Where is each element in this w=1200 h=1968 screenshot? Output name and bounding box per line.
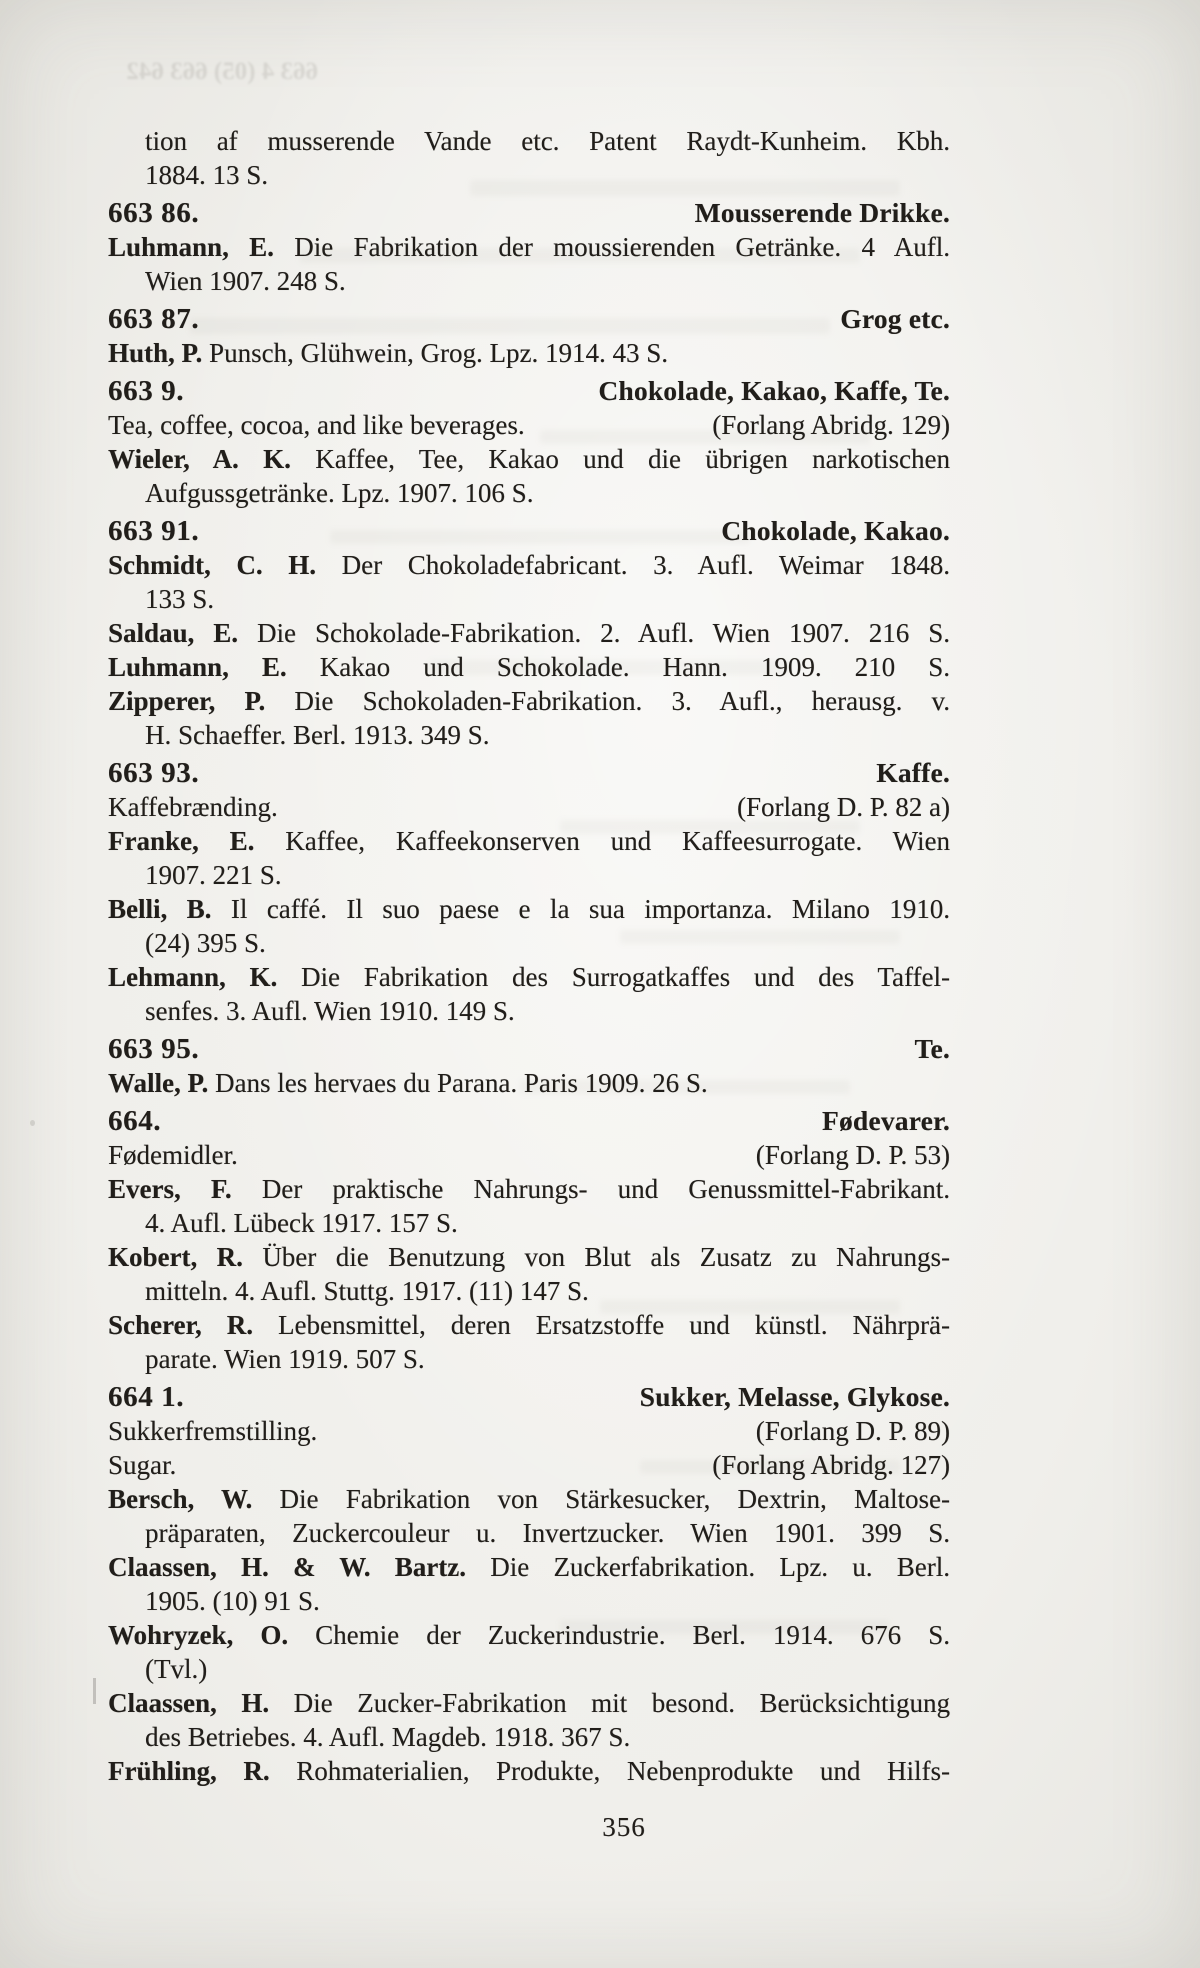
entry-line [108, 892, 950, 926]
entry-text: Die Schokoladen-Fabrikation. 3. Aufl., herausg. v. [294, 686, 951, 716]
entry-continuation-line [108, 718, 950, 752]
entry-text: parate. Wien 1919. 507 S. [145, 1344, 425, 1374]
entry-continuation-line [108, 1274, 950, 1308]
entry-text: Aufgussgetränke. Lpz. 1907. 106 S. [145, 478, 534, 508]
entry-text: Kaffee, Kaffeekonserven und Kaffeesurrogate. Wien [285, 826, 950, 856]
entry-text: 133 S. [145, 584, 215, 614]
entry-text: Die Schokolade-Fabrikation. 2. Aufl. Wien 1907. 216 S. [257, 618, 951, 648]
page-number: 356 [602, 1812, 646, 1842]
entry-text: Dans les hervaes du Parana. Paris 1909. 26 S. [215, 1068, 708, 1098]
section-title: Sukker, Melasse, Glykose. [639, 1381, 950, 1412]
reference-line [108, 790, 950, 824]
reference-source: (Forlang Abridg. 129) [712, 410, 950, 440]
entry-text: Die Fabrikation des Surrogatkaffes und des Taffel- [301, 962, 950, 992]
section-number: 663 9. [108, 375, 185, 407]
entry-line [108, 442, 950, 476]
bibliography-text-block [108, 124, 950, 1788]
entry-continuation-line [108, 158, 950, 192]
scan-artifact [93, 1678, 96, 1704]
entry-text: Die Fabrikation der moussierenden Getränke. 4 Aufl. [294, 232, 951, 262]
entry-author: Zipperer, P. [108, 686, 266, 716]
scan-artifact [30, 1120, 35, 1126]
entry-continuation-line [108, 1206, 950, 1240]
entry-text: Lebensmittel, deren Ersatzstoffe und künstl. Nährprä- [278, 1310, 950, 1340]
entry-continuation-line [108, 994, 950, 1028]
entry-author: Walle, P. [108, 1068, 209, 1098]
entry-line [108, 1686, 950, 1720]
section-heading-line [108, 374, 950, 408]
entry-text: 1907. 221 S. [145, 860, 282, 890]
entry-continuation-line [108, 1516, 950, 1550]
entry-text: 1884. 13 S. [145, 160, 269, 190]
entry-author: Wieler, A. K. [108, 444, 291, 474]
entry-continuation-line [108, 582, 950, 616]
reference-term: Sukkerfremstilling. [108, 1416, 318, 1446]
entry-continuation-line [108, 476, 950, 510]
entry-continuation-line [108, 1584, 950, 1618]
entry-text: Über die Benutzung von Blut als Zusatz zu Nahrungs- [262, 1242, 950, 1272]
entry-text: Il caffé. Il suo paese e la sua importanza. Milano 1910. [230, 894, 950, 924]
entry-line [108, 1308, 950, 1342]
entry-text: Die Fabrikation von Stärkesucker, Dextrin, Maltose- [279, 1484, 950, 1514]
reference-term: Kaffebrænding. [108, 792, 278, 822]
section-heading-line [108, 1032, 950, 1066]
entry-continuation-line [108, 264, 950, 298]
entry-line [108, 1240, 950, 1274]
entry-line [108, 336, 950, 370]
section-number: 663 91. [108, 515, 200, 547]
entry-continuation-line [108, 1342, 950, 1376]
entry-text: Der Chokoladefabricant. 3. Aufl. Weimar 1848. [341, 550, 951, 580]
section-number: 664 1. [108, 1381, 185, 1413]
reference-line [108, 1138, 950, 1172]
entry-line [108, 230, 950, 264]
entry-author: Huth, P. [108, 338, 203, 368]
entry-line [108, 1754, 950, 1788]
reference-source: (Forlang Abridg. 127) [712, 1450, 950, 1480]
entry-author: Evers, F. [108, 1174, 232, 1204]
reference-source: (Forlang D. P. 53) [755, 1140, 950, 1170]
section-title: Te. [914, 1033, 950, 1064]
entry-author: Lehmann, K. [108, 962, 278, 992]
entry-continuation-line [108, 858, 950, 892]
entry-text: Kakao und Schokolade. Hann. 1909. 210 S. [319, 652, 951, 682]
section-heading-line [108, 756, 950, 790]
entry-text: Die Zucker-Fabrikation mit besond. Berücksichtigung [293, 1688, 951, 1718]
entry-text: Kaffee, Tee, Kakao und die übrigen narkotischen [315, 444, 951, 474]
entry-author: Frühling, R. [108, 1756, 270, 1786]
entry-text: mitteln. 4. Aufl. Stuttg. 1917. (11) 147 S. [145, 1276, 589, 1306]
entry-text: H. Schaeffer. Berl. 1913. 349 S. [145, 720, 490, 750]
entry-text: (Tvl.) [145, 1654, 208, 1684]
section-heading-line [108, 514, 950, 548]
entry-author: Franke, E. [108, 826, 255, 856]
reference-source: (Forlang D. P. 82 a) [737, 792, 950, 822]
reference-source: (Forlang D. P. 89) [755, 1416, 950, 1446]
entry-continuation-line [108, 1652, 950, 1686]
entry-author: Belli, B. [108, 894, 212, 924]
entry-text: Die Zuckerfabrikation. Lpz. u. Berl. [490, 1552, 951, 1582]
section-title: Chokolade, Kakao, Kaffe, Te. [598, 375, 950, 406]
reference-line [108, 408, 950, 442]
entry-text: Chemie der Zuckerindustrie. Berl. 1914. 676 S. [315, 1620, 950, 1650]
entry-line [108, 548, 950, 582]
entry-line [108, 1172, 950, 1206]
section-title: Grog etc. [840, 303, 950, 334]
section-heading-line [108, 302, 950, 336]
reference-term: Sugar. [108, 1450, 177, 1480]
section-title: Kaffe. [876, 757, 950, 788]
section-title: Mousserende Drikke. [694, 197, 950, 228]
entry-line [108, 1066, 950, 1100]
entry-text: tion af musserende Vande etc. Patent Raydt-Kunheim. Kbh. [145, 126, 950, 156]
entry-text: Wien 1907. 248 S. [145, 266, 346, 296]
entry-author: Bersch, W. [108, 1484, 253, 1514]
entry-line [108, 960, 950, 994]
entry-continuation-line [108, 1720, 950, 1754]
entry-author: Wohryzek, O. [108, 1620, 289, 1650]
reference-term: Tea, coffee, cocoa, and like beverages. [108, 410, 525, 440]
entry-line [108, 1482, 950, 1516]
entry-text: Rohmaterialien, Produkte, Nebenprodukte und Hilfs- [296, 1756, 951, 1786]
entry-continuation-line [108, 926, 950, 960]
reference-line [108, 1448, 950, 1482]
entry-continuation-line [108, 124, 950, 158]
entry-author: Claassen, H. & W. Bartz. [108, 1552, 466, 1582]
section-number: 664. [108, 1105, 162, 1137]
entry-text: (24) 395 S. [145, 928, 266, 958]
entry-text: senfes. 3. Aufl. Wien 1910. 149 S. [145, 996, 515, 1026]
entry-author: Claassen, H. [108, 1688, 270, 1718]
entry-line [108, 616, 950, 650]
section-heading-line [108, 1380, 950, 1414]
section-number: 663 86. [108, 197, 200, 229]
entry-author: Luhmann, E. [108, 232, 274, 262]
entry-author: Schmidt, C. H. [108, 550, 317, 580]
reference-line [108, 1414, 950, 1448]
entry-line [108, 824, 950, 858]
entry-line [108, 1618, 950, 1652]
entry-text: Punsch, Glühwein, Grog. Lpz. 1914. 43 S. [209, 338, 669, 368]
entry-line [108, 684, 950, 718]
reference-term: Fødemidler. [108, 1140, 238, 1170]
section-title: Chokolade, Kakao. [721, 515, 950, 546]
entry-line [108, 650, 950, 684]
entry-line [108, 1550, 950, 1584]
entry-text: 4. Aufl. Lübeck 1917. 157 S. [145, 1208, 458, 1238]
entry-text: präparaten, Zuckercouleur u. Invertzucker. Wien 1901. 399 S. [145, 1518, 950, 1548]
section-number: 663 95. [108, 1033, 200, 1065]
section-number: 663 87. [108, 303, 200, 335]
entry-author: Kobert, R. [108, 1242, 243, 1272]
section-title: Fødevarer. [821, 1105, 950, 1136]
entry-text: 1905. (10) 91 S. [145, 1586, 320, 1616]
section-heading-line [108, 196, 950, 230]
entry-author: Luhmann, E. [108, 652, 287, 682]
entry-author: Scherer, R. [108, 1310, 254, 1340]
entry-text: Der praktische Nahrungs- und Genussmittel-Fabrikant. [261, 1174, 951, 1204]
section-number: 663 93. [108, 757, 200, 789]
entry-author: Saldau, E. [108, 618, 239, 648]
entry-text: des Betriebes. 4. Aufl. Magdeb. 1918. 367 S. [145, 1722, 631, 1752]
section-heading-line [108, 1104, 950, 1138]
bleed-through-text: 663 4 (05) 663 642 [126, 58, 318, 85]
